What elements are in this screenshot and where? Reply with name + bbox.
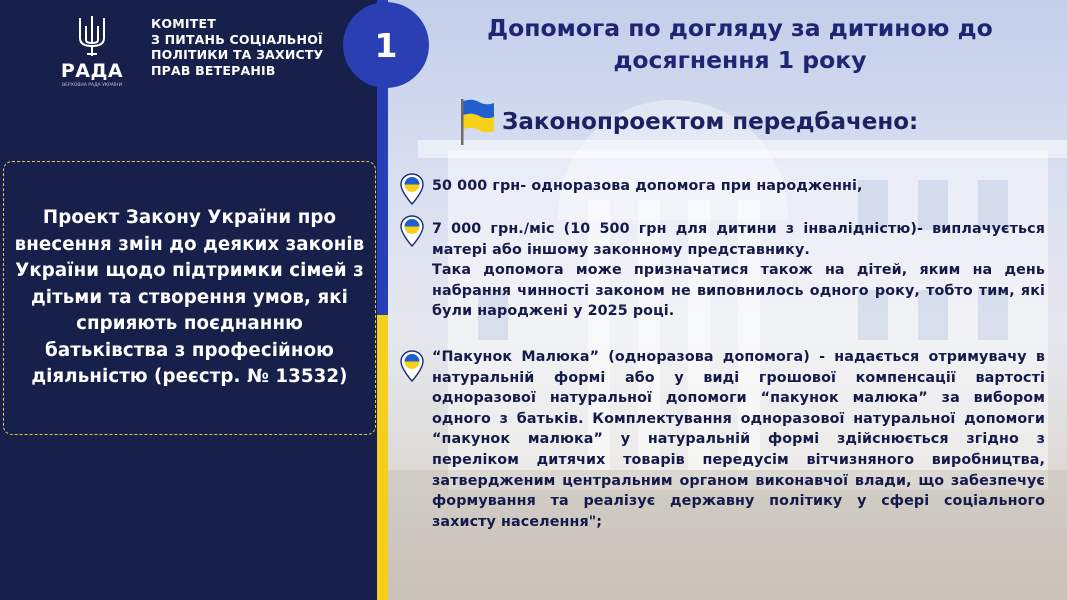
map-pin-ukraine-icon	[400, 215, 424, 247]
benefit-item	[432, 219, 1045, 322]
benefit-item	[432, 176, 1045, 197]
benefit-text: Така допомога може призначатися також на дітей, яким на день набрання чинності законом не виповнилось одного року, тобто тим, які були народжені у 2025 році.	[432, 262, 1045, 320]
section-heading: Законопроектом передбачено:	[502, 109, 919, 135]
bill-title: Проект Закону України про внесення змін до деяких законів України щодо підтримки сімей з дітьми та створення умов, які сприяють поєднанню батьківства з професійною діяльністю (реєстр. № 13532)	[14, 207, 365, 388]
benefit-text: “Пакунок Малюка” (одноразова допомога) - надається отримувачу в натуральній формі або у виді грошової компенсації вартості одноразової натуральної допомоги “пакунок малюка” за вибором одного з батьків. Комплектування одноразової натуральної допомоги “пакунок малюка” у натуральній формі здійснюється згідно з переліком дитячих товарів передусім вітчизняного виробництва, затвердженим центральним органом виконавчої влади, що забезпечує формування та реалізує державну політику у сфері соціального захисту населення";	[432, 349, 1045, 530]
benefit-text: 7 000 грн./міс (10 500 грн для дитини з інвалідністю)- виплачується матері або іншому законному представнику.	[432, 221, 1045, 258]
benefit-item	[432, 347, 1045, 532]
map-pin-ukraine-icon	[400, 173, 424, 205]
rada-wordmark: РАДА	[60, 60, 124, 82]
stripe-yellow	[377, 315, 388, 600]
bill-title-box	[3, 161, 376, 435]
committee-line: КОМІТЕТ	[151, 16, 216, 31]
committee-line: ПОЛІТИКИ ТА ЗАХИСТУ	[151, 47, 324, 62]
committee-line: ПРАВ ВЕТЕРАНІВ	[151, 62, 276, 78]
slide-number: 1	[343, 2, 429, 88]
committee-name	[151, 16, 351, 78]
trident-icon	[77, 14, 107, 58]
ukraine-flag-icon	[458, 97, 496, 145]
committee-line: З ПИТАНЬ СОЦІАЛЬНОЇ	[151, 31, 323, 47]
benefit-text: 50 000 грн- одноразова допомога при народженні,	[432, 178, 863, 194]
rada-subtitle: ВЕРХОВНА РАДА УКРАЇНИ	[62, 83, 122, 88]
left-panel	[0, 0, 377, 600]
slide-title: Допомога по догляду за дитиною до досягнення 1 року	[487, 14, 993, 74]
rada-logo	[52, 14, 132, 88]
map-pin-ukraine-icon	[400, 350, 424, 382]
